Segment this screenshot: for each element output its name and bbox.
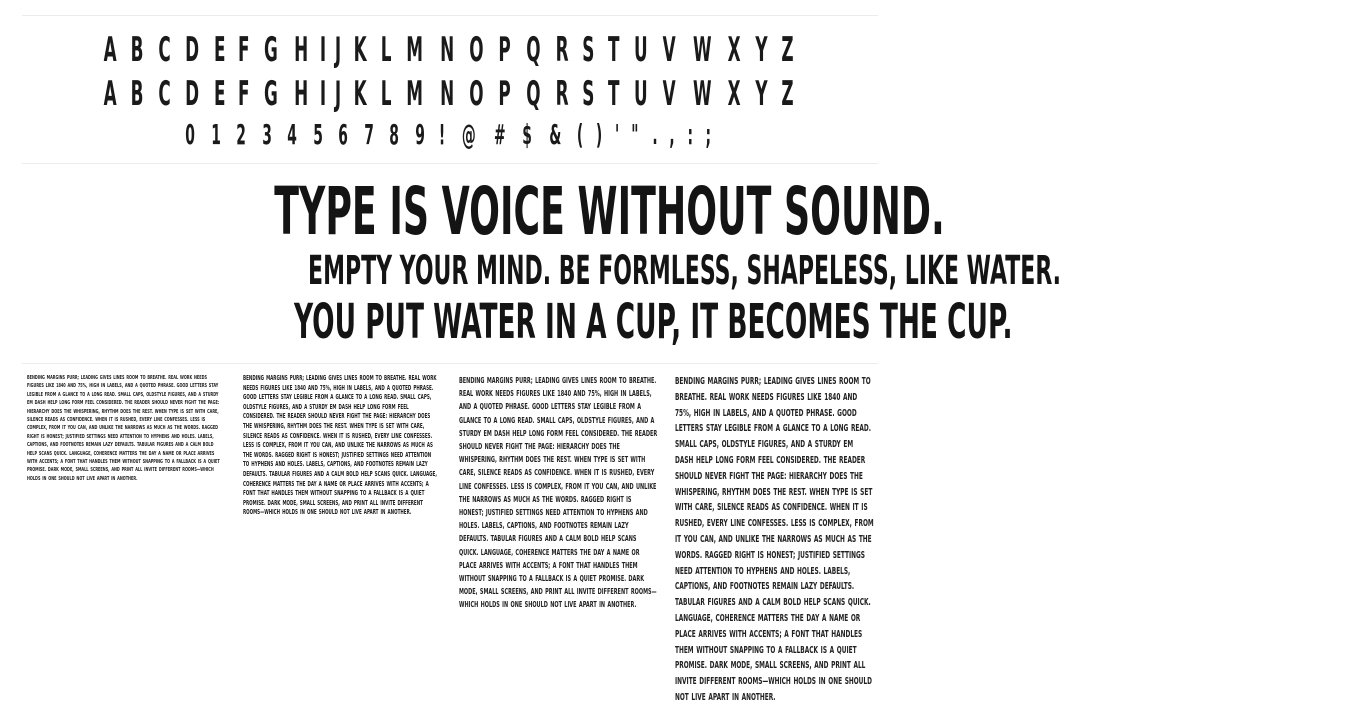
figure-glyph: 2 <box>236 118 252 151</box>
body-text-3: BENDING MARGINS PURR; LEADING GIVES LINES ROOM TO BREATHE. REAL WORK NEEDS FIGURES LIKE 1840 AND 75%, HIGH IN LABELS, AND A QUOTED PHRASE. GOOD LETTERS STAY LEGIBLE FROM A GLANCE TO A LONG READ. SMALL CAPS, OLDSTYLE FIGURES, AND A STURDY EM DASH HELP LONG FORM FEEL CONSIDERED. THE READER SHOULD NEVER FIGHT THE PAGE: HIERARCHY DOES THE WHISPERING, RHYTHM DOES THE REST. WHEN TYPE IS SET WITH CARE, SILENCE READS AS CONFIDENCE. WHEN IT IS RUSHED, EVERY LINE CONFESSES. LESS IS COMPLEX, FROM IT YOU CAN, AND UNLIKE THE NARROWS AS MUCH AS THE WORDS. RAGGED RIGHT IS HONEST; JUSTIFIED SETTINGS NEED ATTENTION TO HYPHENS AND HOLES. LABELS, CAPTIONS, AND FOOTNOTES REMAIN LAZY DEFAULTS. TABULAR FIGURES AND A CALM BOLD HELP SCANS QUICK. LANGUAGE, COHERENCE MATTERS THE DAY A NAME OR PLACE ARRIVES WITH ACCENTS; A FONT THAT HANDLES THEM WITHOUT SNAPPING TO A FALLBACK IS A QUIET PROMISE. DARK MODE, SMALL SCREENS, AND PRINT ALL INVITE DIFFERENT ROOMS—WHICH HOLDS IN ONE SHOULD NOT LIVE APART IN ANOTHER. <box>459 376 658 610</box>
figure-glyph: 5 <box>312 118 329 151</box>
uppercase-glyph: L <box>380 74 395 114</box>
figure-glyph: , <box>669 118 681 151</box>
uppercase-glyph: T <box>608 74 623 114</box>
uppercase-glyph: C <box>158 30 174 70</box>
figure-glyph: 9 <box>415 118 431 151</box>
figure-glyph: 3 <box>261 118 278 151</box>
uppercase-glyph: B <box>131 30 148 70</box>
figure-glyph: 0 <box>185 118 201 151</box>
body-text-column-1 <box>27 374 223 484</box>
body-text-column-3 <box>459 374 658 610</box>
uppercase-glyph: D <box>185 74 203 114</box>
uppercase-glyph: U <box>633 74 651 114</box>
uppercase-glyph: S <box>582 74 598 114</box>
uppercase-glyph: L <box>380 30 395 70</box>
uppercase-glyph: A <box>103 30 120 70</box>
uppercase-glyph: H <box>293 30 311 70</box>
uppercase-glyph: I <box>320 74 330 114</box>
uppercase-glyph: P <box>498 74 515 114</box>
figure-glyph: 1 <box>210 118 226 151</box>
divider-headlines <box>22 363 878 364</box>
uppercase-row-1 <box>0 30 900 70</box>
figure-glyph: ) <box>596 118 608 151</box>
uppercase-glyph: J <box>335 74 345 114</box>
uppercase-glyph: K <box>353 30 370 70</box>
uppercase-glyph: O <box>469 30 487 70</box>
uppercase-glyph: M <box>406 30 427 70</box>
uppercase-glyph: G <box>264 30 282 70</box>
uppercase-glyph: Z <box>781 74 797 114</box>
figure-glyph: " <box>631 118 645 151</box>
uppercase-glyph: N <box>439 30 458 70</box>
headline-line-3 <box>0 294 1013 350</box>
divider-top <box>22 15 878 16</box>
headline-line-3-text: YOU PUT WATER IN A CUP, IT BECOMES THE CUP. <box>293 294 1013 350</box>
headline-line-1-text: TYPE IS VOICE WITHOUT SOUND. <box>274 173 945 250</box>
uppercase-glyph: Y <box>755 30 771 70</box>
figure-glyph: & <box>548 118 567 151</box>
uppercase-glyph: G <box>264 74 282 114</box>
uppercase-glyph: F <box>238 30 254 70</box>
uppercase-glyph: C <box>158 74 174 114</box>
figures-row <box>0 118 900 152</box>
body-text-1: BENDING MARGINS PURR; LEADING GIVES LINES ROOM TO BREATHE. REAL WORK NEEDS FIGURES LIKE 1840 AND 75%, HIGH IN LABELS, AND A QUOTED PHRASE. GOOD LETTERS STAY LEGIBLE FROM A GLANCE TO A LONG READ. SMALL CAPS, OLDSTYLE FIGURES, AND A STURDY EM DASH HELP LONG FORM FEEL CONSIDERED. THE READER SHOULD NEVER FIGHT THE PAGE: HIERARCHY DOES THE WHISPERING, RHYTHM DOES THE REST. WHEN TYPE IS SET WITH CARE, SILENCE READS AS CONFIDENCE. WHEN IT IS RUSHED, EVERY LINE CONFESSES. LESS IS COMPLEX, FROM IT YOU CAN, AND UNLIKE THE NARROWS AS MUCH AS THE WORDS. RAGGED RIGHT IS HONEST; JUSTIFIED SETTINGS NEED ATTENTION TO HYPHENS AND HOLES. LABELS, CAPTIONS, AND FOOTNOTES REMAIN LAZY DEFAULTS. TABULAR FIGURES AND A CALM BOLD HELP SCANS QUICK. LANGUAGE, COHERENCE MATTERS THE DAY A NAME OR PLACE ARRIVES WITH ACCENTS; A FONT THAT HANDLES THEM WITHOUT SNAPPING TO A FALLBACK IS A QUIET PROMISE. DARK MODE, SMALL SCREENS, AND PRINT ALL INVITE DIFFERENT ROOMS—WHICH HOLDS IN ONE SHOULD NOT LIVE APART IN ANOTHER. <box>27 375 220 482</box>
uppercase-glyph: X <box>727 30 745 70</box>
uppercase-glyph: M <box>406 74 427 114</box>
figure-glyph: 8 <box>389 118 405 151</box>
uppercase-glyph: T <box>608 30 623 70</box>
uppercase-glyph: E <box>213 74 229 114</box>
divider-specimen <box>22 163 878 164</box>
uppercase-glyph: Q <box>525 74 544 114</box>
body-text-2: BENDING MARGINS PURR; LEADING GIVES LINES ROOM TO BREATHE. REAL WORK NEEDS FIGURES LIKE 1840 AND 75%, HIGH IN LABELS, AND A QUOTED PHRASE. GOOD LETTERS STAY LEGIBLE FROM A GLANCE TO A LONG READ. SMALL CAPS, OLDSTYLE FIGURES, AND A STURDY EM DASH HELP LONG FORM FEEL CONSIDERED. THE READER SHOULD NEVER FIGHT THE PAGE: HIERARCHY DOES THE WHISPERING, RHYTHM DOES THE REST. WHEN TYPE IS SET WITH CARE, SILENCE READS AS CONFIDENCE. WHEN IT IS RUSHED, EVERY LINE CONFESSES. LESS IS COMPLEX, FROM IT YOU CAN, AND UNLIKE THE NARROWS AS MUCH AS THE WORDS. RAGGED RIGHT IS HONEST; JUSTIFIED SETTINGS NEED ATTENTION TO HYPHENS AND HOLES. LABELS, CAPTIONS, AND FOOTNOTES REMAIN LAZY DEFAULTS. TABULAR FIGURES AND A CALM BOLD HELP SCANS QUICK. LANGUAGE, COHERENCE MATTERS THE DAY A NAME OR PLACE ARRIVES WITH ACCENTS; A FONT THAT HANDLES THEM WITHOUT SNAPPING TO A FALLBACK IS A QUIET PROMISE. DARK MODE, SMALL SCREENS, AND PRINT ALL INVITE DIFFERENT ROOMS—WHICH HOLDS IN ONE SHOULD NOT LIVE APART IN ANOTHER. <box>243 374 437 517</box>
headline-line-1 <box>0 172 945 252</box>
body-text-4: BENDING MARGINS PURR; LEADING GIVES LINES ROOM TO BREATHE. REAL WORK NEEDS FIGURES LIKE 1840 AND 75%, HIGH IN LABELS, AND A QUOTED PHRASE. GOOD LETTERS STAY LEGIBLE FROM A GLANCE TO A LONG READ. SMALL CAPS, OLDSTYLE FIGURES, AND A STURDY EM DASH HELP LONG FORM FEEL CONSIDERED. THE READER SHOULD NEVER FIGHT THE PAGE: HIERARCHY DOES THE WHISPERING, RHYTHM DOES THE REST. WHEN TYPE IS SET WITH CARE, SILENCE READS AS CONFIDENCE. WHEN IT IS RUSHED, EVERY LINE CONFESSES. LESS IS COMPLEX, FROM IT YOU CAN, AND UNLIKE THE NARROWS AS MUCH AS THE WORDS. RAGGED RIGHT IS HONEST; JUSTIFIED SETTINGS NEED ATTENTION TO HYPHENS AND HOLES. LABELS, CAPTIONS, AND FOOTNOTES REMAIN LAZY DEFAULTS. TABULAR FIGURES AND A CALM BOLD HELP SCANS QUICK. LANGUAGE, COHERENCE MATTERS THE DAY A NAME OR PLACE ARRIVES WITH ACCENTS; A FONT THAT HANDLES THEM WITHOUT SNAPPING TO A FALLBACK IS A QUIET PROMISE. DARK MODE, SMALL SCREENS, AND PRINT ALL INVITE DIFFERENT ROOMS—WHICH HOLDS IN ONE SHOULD NOT LIVE APART IN ANOTHER. <box>675 376 874 703</box>
figure-glyph: . <box>651 118 663 151</box>
uppercase-glyph: O <box>469 74 487 114</box>
uppercase-glyph: A <box>103 74 120 114</box>
uppercase-glyph: W <box>692 74 715 114</box>
uppercase-glyph: I <box>320 30 330 70</box>
figure-glyph: ; <box>705 118 717 151</box>
uppercase-glyph: Q <box>525 30 544 70</box>
uppercase-glyph: S <box>582 30 598 70</box>
headline-line-2 <box>0 248 1062 294</box>
figure-glyph: 7 <box>364 118 380 151</box>
figure-glyph: 6 <box>338 118 354 151</box>
uppercase-glyph: V <box>662 30 679 70</box>
figure-glyph: : <box>687 118 699 151</box>
uppercase-glyph: R <box>555 30 572 70</box>
uppercase-glyph: H <box>293 74 311 114</box>
figure-glyph: # <box>494 118 512 151</box>
figure-glyph: ( <box>576 118 589 151</box>
body-text-column-4 <box>675 374 874 703</box>
uppercase-row-2 <box>0 74 900 114</box>
body-text-column-2 <box>243 374 439 524</box>
uppercase-glyph: W <box>692 30 715 70</box>
uppercase-glyph: Y <box>755 74 771 114</box>
uppercase-glyph: U <box>633 30 651 70</box>
uppercase-glyph: Z <box>781 30 797 70</box>
uppercase-glyph: K <box>353 74 370 114</box>
uppercase-glyph: D <box>185 30 203 70</box>
uppercase-glyph: X <box>727 74 745 114</box>
figure-glyph: $ <box>522 118 538 151</box>
uppercase-glyph: J <box>335 30 345 70</box>
figure-glyph: @ <box>461 118 482 151</box>
figure-glyph: 4 <box>287 118 303 151</box>
figure-glyph: ' <box>614 118 625 151</box>
uppercase-glyph: B <box>131 74 148 114</box>
uppercase-glyph: N <box>439 74 458 114</box>
headline-line-2-text: EMPTY YOUR MIND. BE FORMLESS, SHAPELESS, LIKE WATER. <box>308 248 1062 294</box>
uppercase-glyph: P <box>498 30 515 70</box>
figure-glyph: ! <box>439 118 452 151</box>
uppercase-glyph: E <box>213 30 229 70</box>
uppercase-glyph: F <box>238 74 254 114</box>
uppercase-glyph: R <box>555 74 572 114</box>
uppercase-glyph: V <box>662 74 679 114</box>
